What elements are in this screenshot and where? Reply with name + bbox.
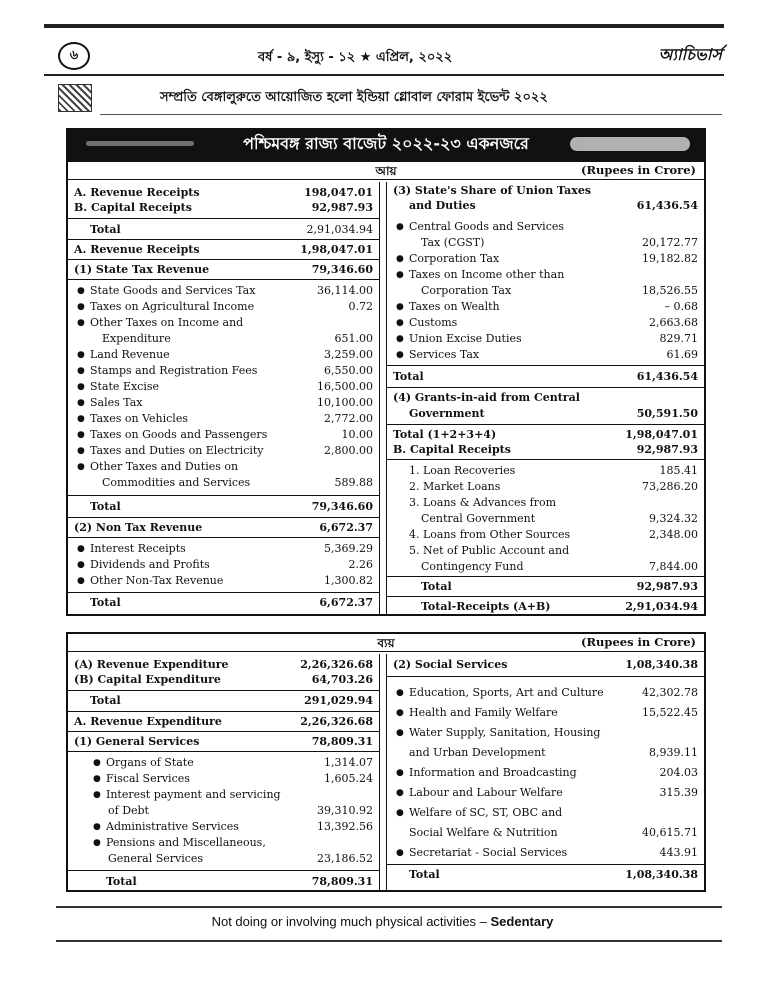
header-rule <box>44 74 724 76</box>
expense-right-column: (2) Social Services 1,08,340.38 ● Education, Sports, Art and Culture 42,302.78 ● Health and Family Welfare 15,522.45 ● Water Supply, Sanitation, Housing and Urban Development 8,939.11 ● Information and Broadcasting 204.03 ● Labour and Labour Welfare 315.39 ● Welfare of SC, ST, OBC and Social Welfare & Nutrition 40,615.71 ● Secretariat - Social Services 443.91 Total 1,08,340.38 <box>386 654 704 890</box>
page-number: ৬ <box>58 42 90 70</box>
expense-heading: ব্যয় <box>377 636 395 650</box>
expense-left-column: (A) Revenue Expenditure 2,26,326.68 (B) Capital Expenditure 64,703.26 Total 291,029.94 A. Revenue Expenditure 2,26,326.68 (1) General Services 78,809.31 ● Organs of State 1,314.07 ● Fiscal Services 1,605.24 ● Interest payment and servicing of Debt 39,310.92 ● Administrative Services 13,392.56 ● Pensions and Miscellaneous, General Services 23,186.52 Total 78,809.31 <box>68 654 380 890</box>
footer-text: Not doing or involving much physical activities – <box>211 914 491 929</box>
footer-rule-top <box>56 906 722 908</box>
footer-vocab <box>0 914 765 929</box>
expense-unit: (Rupees in Crore) <box>581 635 696 649</box>
income-table <box>66 160 706 616</box>
income-heading: আয় <box>375 164 397 178</box>
brand-logo: অ্যাচিভার্স <box>658 45 722 64</box>
budget-banner <box>66 128 706 160</box>
news-headline: সম্প্রতি বেঙ্গালুরুতে আয়োজিত হলো ইন্ডিয়া গ্লোবাল ফোরাম ইভেন্ট ২০২২ <box>160 90 548 105</box>
news-rule <box>100 114 722 115</box>
footer-emphasis: Sedentary <box>490 914 554 929</box>
banner-title: পশ্চিমবঙ্গ রাজ্য বাজেট ২০২২-২৩ একনজরে <box>243 133 529 153</box>
expense-header <box>68 634 704 652</box>
news-icon <box>58 84 92 112</box>
income-header <box>68 162 704 180</box>
expense-table <box>66 632 706 892</box>
top-rule <box>44 24 724 28</box>
footer-rule-bottom <box>56 940 722 942</box>
banner-decoration-left <box>86 141 194 146</box>
income-left-column: A. Revenue Receipts 198,047.01 B. Capital Receipts 92,987.93 Total 2,91,034.94 A. Revenue Receipts 1,98,047.01 (1) State Tax Revenue 79,346.60 ● State Goods and Services Tax 36,114.00 ● Taxes on Agricultural Income 0.72 ● Other Taxes on Income and Expenditure 651.00 ● Land Revenue 3,259.00 ● Stamps and Registration Fees 6,550.00 ● State Excise 16,500.00 ● Sales Tax 10,100.00 ● Taxes on Vehicles 2,772.00 ● Taxes on Goods and Passengers 10.00 ● Taxes and Duties on Electricity 2,800.00 ● Other Taxes and Duties on Commodities and Services 589.88 Total 79,346.60 (2) Non Tax Revenue 6,672.37 ● Interest Receipts 5,369.29 ● Dividends and Profits 2.26 ● Other Non-Tax Revenue 1,300.82 Total 6,672.37 <box>68 182 380 614</box>
income-unit: (Rupees in Crore) <box>581 163 696 177</box>
income-right-column: (3) State's Share of Union Taxes and Duties 61,436.54 ● Central Goods and Services Tax (CGST) 20,172.77 ● Corporation Tax 19,182.82 ● Taxes on Income other than Corporation Tax 18,526.55 ● Taxes on Wealth – 0.68 ● Customs 2,663.68 ● Union Excise Duties 829.71 ● Services Tax 61.69 Total 61,436.54 (4) Grants-in-aid from Central Government 50,591.50 Total (1+2+3+4) 1,98,047.01 B. Capital Receipts 92,987.93 1. Loan Recoveries 185.41 2. Market Loans 73,286.20 3. Loans & Advances from Central Government 9,324.32 4. Loans from Other Sources 2,348.00 5. Net of Public Account and Contingency Fund 7,844.00 Total 92,987.93 Total-Receipts (A+B) 2,91,034.94 <box>386 182 704 614</box>
issue-info: বর্ষ - ৯, ইস্যু - ১২ ★ এপ্রিল, ২০২২ <box>258 50 453 65</box>
page-header <box>58 38 722 74</box>
banner-decoration-right <box>570 137 690 151</box>
